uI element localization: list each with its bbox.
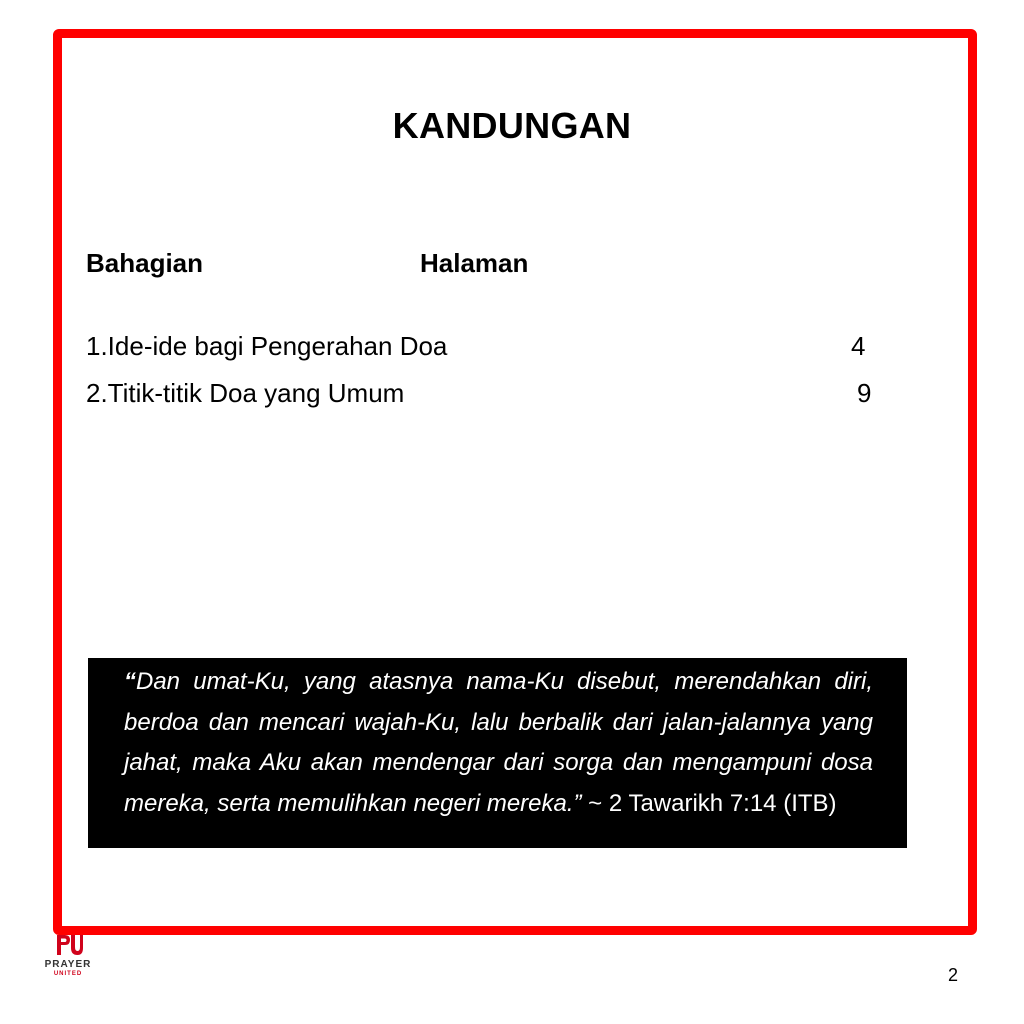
logo-word-prayer: PRAYER (44, 959, 92, 970)
scripture-quote-box (88, 658, 907, 848)
logo-monogram-icon (53, 932, 83, 958)
prayer-united-logo (42, 932, 94, 980)
toc-entry-page: 9 (857, 378, 872, 408)
page-title: KANDUNGAN (392, 105, 632, 146)
quote-reference: ~ 2 Tawarikh 7:14 (ITB) (581, 789, 837, 817)
quote-open-mark: “ (124, 668, 136, 695)
page-number: 2 (948, 965, 959, 985)
toc-entry-page: 4 (851, 331, 866, 361)
column-header-section: Bahagian (86, 248, 204, 278)
scripture-quote (124, 662, 873, 824)
toc-entry-label: 2.Titik-titik Doa yang Umum (86, 378, 405, 408)
logo-word-united: UNITED (53, 971, 83, 977)
toc-entry-label: 1.Ide-ide bagi Pengerahan Doa (86, 331, 448, 361)
column-header-page: Halaman (420, 248, 529, 278)
quote-body: Dan umat-Ku, yang atasnya nama-Ku disebut, merendahkan diri, berdoa dan mencari wajah-Ku, lalu berbalik dari jalan-jalannya yang jahat, maka Aku akan mendengar dari sorga dan mengampuni dosa mereka, serta memulihkan negeri mereka.” (124, 668, 873, 817)
